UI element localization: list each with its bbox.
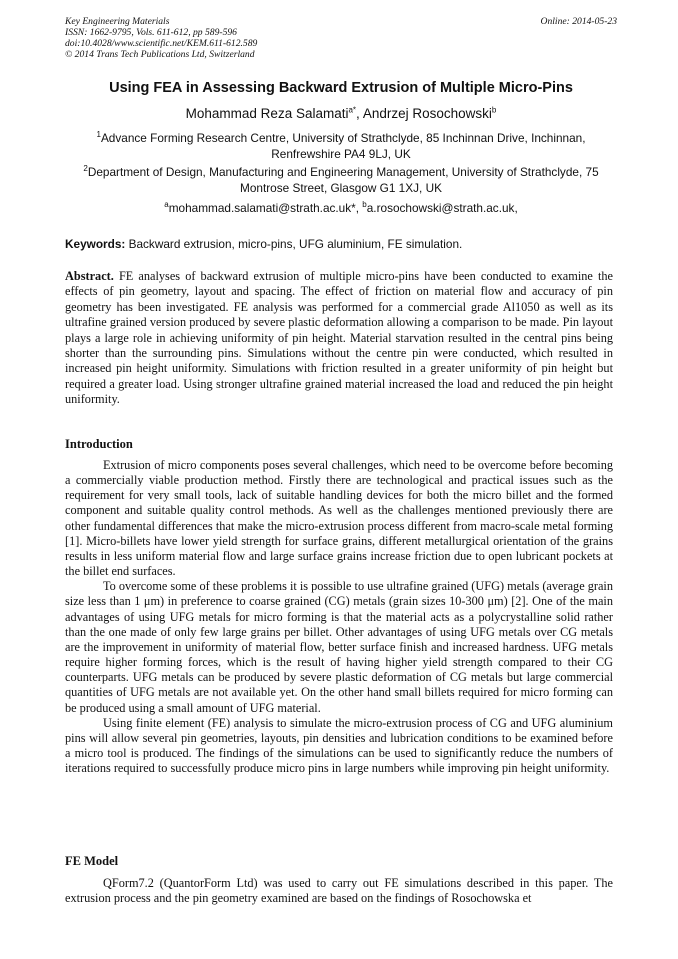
abstract-text: FE analyses of backward extrusion of multiple micro-pins have been conducted to examine the effects of pin geometry, layout and spacing. The effect of friction on material flow and accuracy of pin geometry has been investigated. FE analysis was performed for a commercial grade Al1050 as well as its ultrafine grained version produced by severe plastic deformation allowing a comparison to be made. Pin layout plays a large role in achieving uniformity of pin height. Material starvation resulted in the central pins being shorter than the surrounding pins. Simulations without the centre pin were conducted, which resulted in increased pin height uniformity. Simulations with friction resulted in a greater uniformity of pin height but required a greater load. Using stronger ultrafine grained material increased the load and reduced the pin height uniformity. <box>65 269 613 407</box>
affiliation-line: Department of Design, Manufacturing and Engineering Management, University of Strathclyde, 75 <box>87 165 599 179</box>
keywords-label: Keywords: <box>65 237 126 251</box>
affiliation-superscript: 2 <box>83 164 88 174</box>
affiliation-line: Montrose Street, Glasgow G1 1XJ, UK <box>240 180 442 195</box>
paragraph: To overcome some of these problems it is possible to use ultrafine grained (UFG) metals (average grain size less than 1 μm) in preference to coarse grained (CG) metals (grain sizes 10-300 μm) [2]. One of the main advantages of using UFG metals for micro forming is that the material acts as a polycrystalline solid rather than the one made of only few large grains per billet. Other advantages of using UFG metals over CG metals are the improvement in uniformity of material flow, better surface finish and increased hardness. UFG metals require higher forming forces, which is the result of having higher yield strength compared to their CG counterparts. UFG metals can be produced by severe plastic deformation of CG metals but large commercial quantities of UFG metals are not available yet. On the other hand small billets required for micro forming can be produced using a small amount of UFG material. <box>65 579 613 715</box>
introduction-body <box>65 458 613 776</box>
issn-line: ISSN: 1662-9795, Vols. 611-612, pp 589-596 <box>65 27 237 38</box>
author-name: Mohammad Reza Salamati <box>185 106 349 121</box>
author-list <box>65 106 617 121</box>
author-superscript: b <box>491 105 497 115</box>
affiliation-line: Renfrewshire PA4 9LJ, UK <box>271 146 411 161</box>
section-heading-fe-model: FE Model <box>65 854 119 868</box>
doi-line: doi:10.4028/www.scientific.net/KEM.611-612.589 <box>65 38 258 49</box>
author-emails <box>65 201 617 217</box>
section-heading-introduction: Introduction <box>65 437 133 451</box>
author-superscript: a* <box>348 105 357 115</box>
keywords <box>65 237 617 251</box>
affiliation-superscript: 1 <box>96 130 101 140</box>
copyright-line: © 2014 Trans Tech Publications Ltd, Switzerland <box>65 49 255 60</box>
affiliation-2 <box>65 165 617 196</box>
author-name: Andrzej Rosochowski <box>362 106 492 121</box>
abstract-label: Abstract. <box>65 269 114 283</box>
email-superscript: a <box>164 200 169 210</box>
paragraph: QForm7.2 (QuantorForm Ltd) was used to carry out FE simulations described in this paper. The extrusion process and the pin geometry examined are based on the findings of Rosochowska et <box>65 876 613 906</box>
journal-header <box>65 16 617 60</box>
paper-title: Using FEA in Assessing Backward Extrusion of Multiple Micro-Pins <box>109 80 573 96</box>
paragraph: Extrusion of micro components poses several challenges, which need to be overcome before becoming a commercially viable production method. Firstly there are technological and practical issues such as the requirement for very small tools, lack of suitable handling devices for both the micro billet and the formed component and suitable quality control methods. As well as the challenges mentioned previously there are other fundamental differences that make the micro-extrusion process different from macro-scale metal forming [1]. Micro-billets have lower yield strength for surface grains, different metallurgical orientation of the grains results in less uniform material flow and large surface grains increase friction due to open lubricant pockets at the billet end surfaces. <box>65 458 613 579</box>
email-link[interactable]: mohammad.salamati@strath.ac.uk*, <box>168 201 363 215</box>
fe-model-body <box>65 876 613 906</box>
email-superscript: b <box>362 200 367 210</box>
abstract <box>65 269 613 408</box>
affiliation-1 <box>65 131 617 162</box>
author-separator: , <box>356 106 363 121</box>
online-date: Online: 2014-05-23 <box>540 16 617 27</box>
journal-name: Key Engineering Materials <box>65 16 170 27</box>
affiliation-line: Advance Forming Research Centre, University of Strathclyde, 85 Inchinnan Drive, Inchinnan, <box>100 131 586 145</box>
paragraph: Using finite element (FE) analysis to simulate the micro-extrusion process of CG and UFG aluminium pins will allow several pin geometries, layouts, pin densities and lubrication conditions to be examined before a micro tool is produced. The findings of the simulations can be used to significantly reduce the numbers of iterations required to successfully produce micro pins in large numbers while improving pin height uniformity. <box>65 715 613 776</box>
email-link[interactable]: a.rosochowski@strath.ac.uk, <box>366 201 518 215</box>
keywords-text: Backward extrusion, micro-pins, UFG aluminium, FE simulation. <box>125 237 463 251</box>
